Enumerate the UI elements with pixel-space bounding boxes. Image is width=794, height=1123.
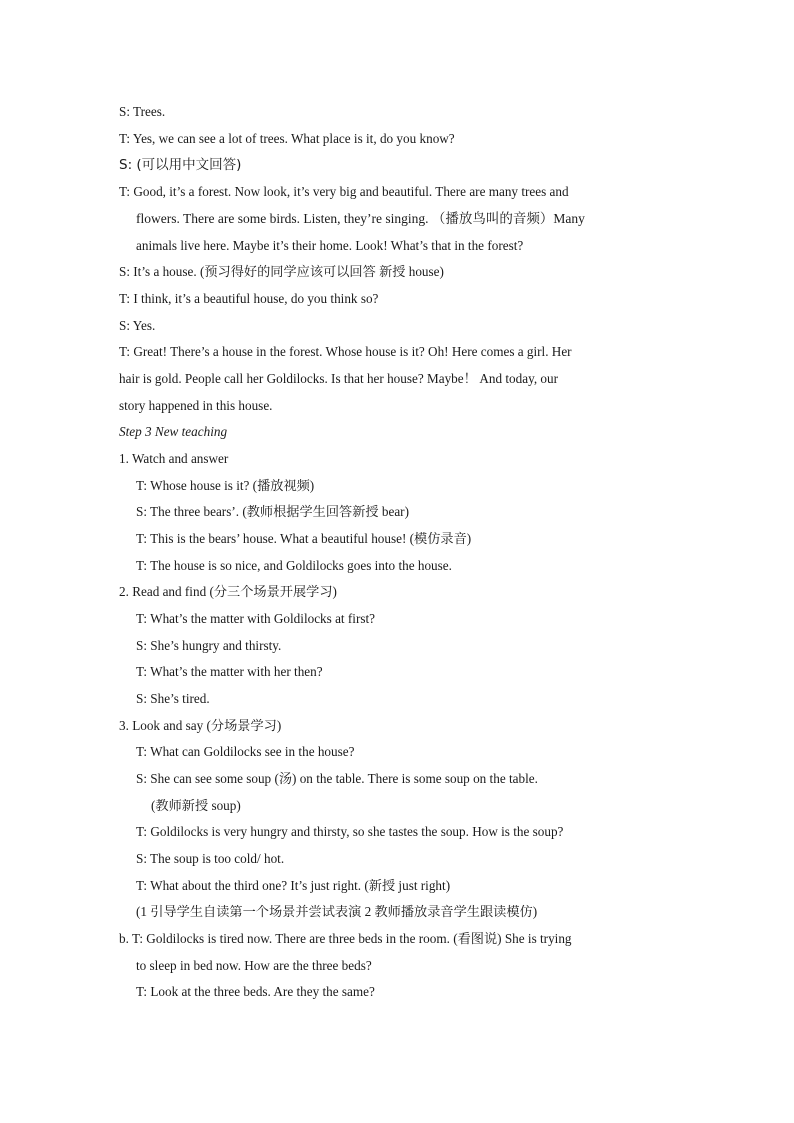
text-line: T: Great! There’s a house in the forest. Whose house is it? Oh! Here comes a girl. Her bbox=[119, 344, 572, 359]
section-heading: Step 3 New teaching bbox=[119, 424, 228, 439]
text-line: T: What about the third one? It’s just right. (新授 just right) bbox=[136, 878, 451, 893]
text-line: T: Yes, we can see a lot of trees. What place is it, do you know? bbox=[119, 131, 455, 146]
text-line: 2. Read and find (分三个场景开展学习) bbox=[119, 584, 337, 599]
text-line: (1 引导学生自读第一个场景并尝试表演 2 教师播放录音学生跟读模仿) bbox=[136, 904, 538, 919]
text-line: T: I think, it’s a beautiful house, do you think so? bbox=[119, 291, 379, 306]
text-line: S: She’s tired. bbox=[136, 691, 210, 706]
text-line: S: The soup is too cold/ hot. bbox=[136, 851, 285, 866]
text-line: b. T: Goldilocks is tired now. There are three beds in the room. (看图说) She is trying bbox=[119, 931, 572, 946]
text-line: (教师新授 soup) bbox=[151, 798, 241, 813]
text-line: hair is gold. People call her Goldilocks. Is that her house? Maybe！ And today, our bbox=[119, 371, 558, 386]
text-line: T: Whose house is it? (播放视频) bbox=[136, 478, 315, 493]
text-line: animals live here. Maybe it’s their home. Look! What’s that in the forest? bbox=[136, 238, 524, 253]
text-line: T: What’s the matter with her then? bbox=[136, 664, 323, 679]
text-line: 1. Watch and answer bbox=[119, 451, 229, 466]
text-line: S: She can see some soup (汤) on the table. There is some soup on the table. bbox=[136, 771, 538, 786]
text-line: 3. Look and say (分场景学习) bbox=[119, 718, 282, 733]
text-line: S: Trees. bbox=[119, 104, 166, 119]
text-line: T: Goldilocks is very hungry and thirsty, so she tastes the soup. How is the soup? bbox=[136, 824, 564, 839]
text-line: flowers. There are some birds. Listen, they’re singing. （播放鸟叫的音频）Many bbox=[136, 211, 585, 226]
text-line: T: Good, it’s a forest. Now look, it’s very big and beautiful. There are many trees and bbox=[119, 184, 569, 199]
text-line: S: Yes. bbox=[119, 318, 156, 333]
text-line: S: (可以用中文回答) bbox=[119, 157, 242, 173]
text-line: S: She’s hungry and thirsty. bbox=[136, 638, 282, 653]
text-line: T: What can Goldilocks see in the house? bbox=[136, 744, 355, 759]
text-line: T: Look at the three beds. Are they the same? bbox=[136, 984, 375, 999]
text-line: S: It’s a house. (预习得好的同学应该可以回答 新授 house) bbox=[119, 264, 444, 279]
text-line: to sleep in bed now. How are the three beds? bbox=[136, 958, 372, 973]
text-line: story happened in this house. bbox=[119, 398, 273, 413]
text-line: T: This is the bears’ house. What a beautiful house! (模仿录音) bbox=[136, 531, 472, 546]
text-line: T: The house is so nice, and Goldilocks goes into the house. bbox=[136, 558, 452, 573]
text-line: S: The three bears’. (教师根据学生回答新授 bear) bbox=[136, 504, 409, 519]
text-line: T: What’s the matter with Goldilocks at first? bbox=[136, 611, 375, 626]
